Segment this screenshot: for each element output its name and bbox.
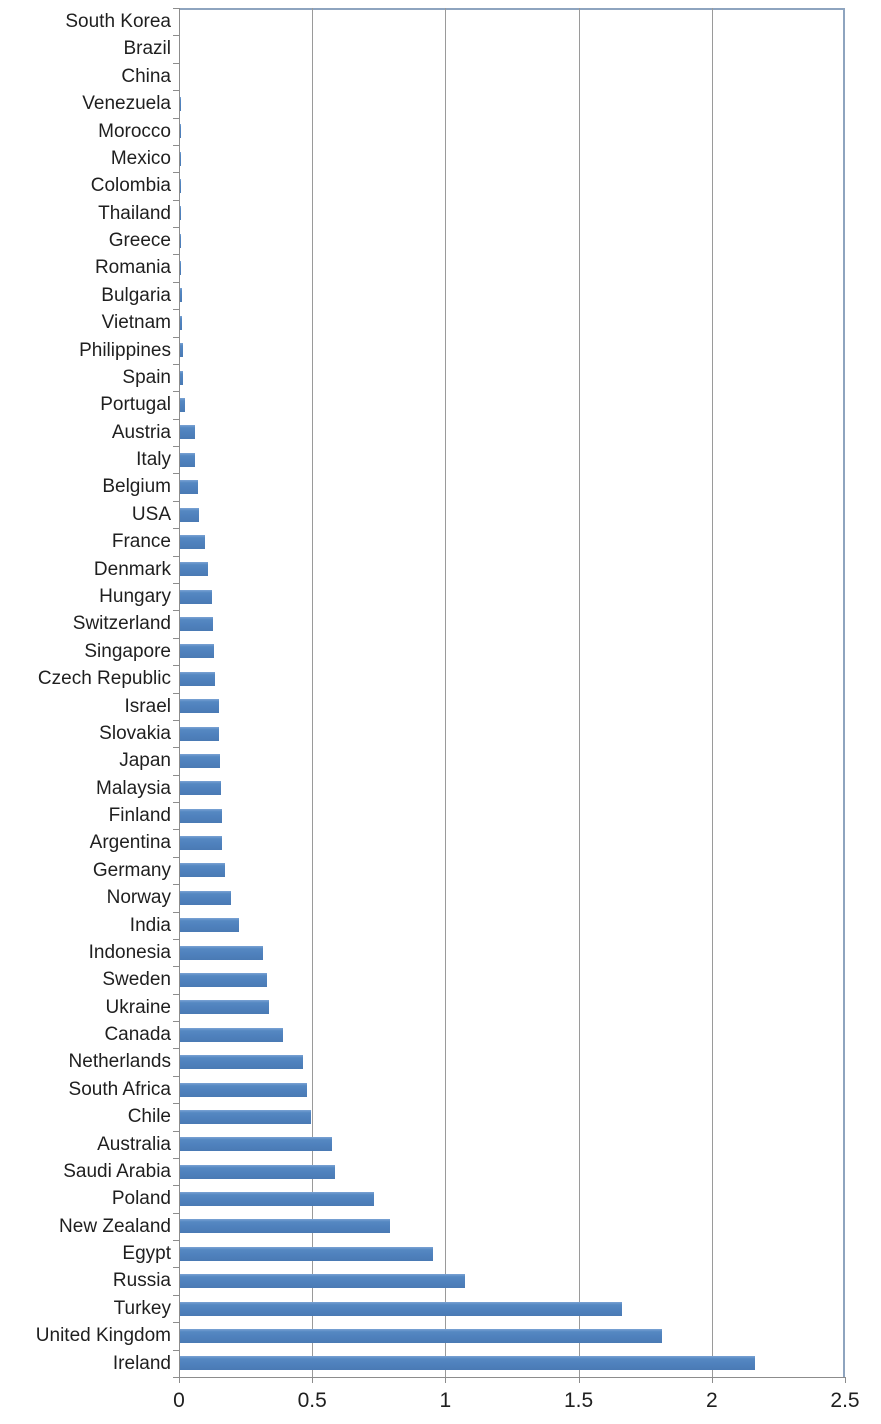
bar <box>180 453 195 467</box>
bar <box>180 1000 269 1014</box>
x-tick-label: 1.5 <box>563 1389 594 1412</box>
y-axis-tick <box>173 829 179 830</box>
bar <box>180 316 182 330</box>
category-label: Czech Republic <box>37 668 171 690</box>
bar <box>180 727 219 741</box>
bar <box>180 1302 622 1316</box>
gridline <box>712 8 713 1377</box>
y-axis-tick <box>173 1240 179 1241</box>
x-axis-tick <box>845 1377 846 1383</box>
y-axis-tick <box>173 391 179 392</box>
category-label: Norway <box>106 887 171 909</box>
y-axis-tick <box>173 501 179 502</box>
x-axis-tick <box>179 1377 180 1383</box>
category-label: Belgium <box>102 476 171 498</box>
category-label: Sweden <box>102 969 171 991</box>
x-axis-tick <box>445 1377 446 1383</box>
y-axis-tick <box>173 966 179 967</box>
y-axis-tick <box>173 1213 179 1214</box>
category-label: Switzerland <box>72 613 171 635</box>
bar <box>180 973 267 987</box>
y-axis-tick <box>173 1158 179 1159</box>
y-axis-tick <box>173 747 179 748</box>
bar <box>180 371 183 385</box>
bar <box>180 836 222 850</box>
category-label: Chile <box>127 1106 171 1128</box>
category-label: Australia <box>97 1133 171 1155</box>
bar <box>180 288 182 302</box>
category-label: Saudi Arabia <box>63 1160 171 1182</box>
bar <box>180 1137 332 1151</box>
y-axis-tick <box>173 1185 179 1186</box>
bar <box>180 1192 374 1206</box>
category-label: Japan <box>119 750 171 772</box>
category-label: Philippines <box>79 339 171 361</box>
bar <box>180 809 222 823</box>
bar <box>180 617 213 631</box>
x-tick-label: 2 <box>705 1389 718 1412</box>
category-label: Israel <box>124 695 171 717</box>
category-label: Canada <box>104 1024 171 1046</box>
category-label: Bulgaria <box>101 284 171 306</box>
category-label: Austria <box>111 421 171 443</box>
category-label: Finland <box>108 805 171 827</box>
category-label: Turkey <box>113 1297 171 1319</box>
bar <box>180 644 214 658</box>
category-label: Venezuela <box>82 93 171 115</box>
bar <box>180 1247 433 1261</box>
x-axis-tick <box>712 1377 713 1383</box>
y-axis-tick <box>173 912 179 913</box>
bar <box>180 863 225 877</box>
category-label: Vietnam <box>101 312 171 334</box>
gridline <box>445 8 446 1377</box>
y-axis-tick <box>173 556 179 557</box>
y-axis-tick <box>173 610 179 611</box>
bar <box>180 535 205 549</box>
bar <box>180 781 221 795</box>
category-label: Slovakia <box>99 722 171 744</box>
bar <box>180 480 198 494</box>
y-axis-tick <box>173 419 179 420</box>
y-axis-tick <box>173 309 179 310</box>
bar <box>180 179 181 193</box>
y-axis-tick <box>173 200 179 201</box>
y-axis-tick <box>173 1322 179 1323</box>
bar <box>180 1055 303 1069</box>
y-axis-tick <box>173 994 179 995</box>
category-label: New Zealand <box>59 1215 171 1237</box>
y-axis-tick <box>173 857 179 858</box>
category-label: USA <box>131 503 171 525</box>
x-axis-tick <box>579 1377 580 1383</box>
y-axis-tick <box>173 802 179 803</box>
category-label: China <box>121 65 171 87</box>
bar <box>180 343 183 357</box>
bar <box>180 672 215 686</box>
x-tick-label: 1 <box>439 1389 452 1412</box>
category-label: Spain <box>122 366 171 388</box>
y-axis-tick <box>173 1048 179 1049</box>
y-axis-tick <box>173 1350 179 1351</box>
bar <box>180 946 263 960</box>
bar <box>180 425 195 439</box>
category-label: Argentina <box>89 832 171 854</box>
y-axis-tick <box>173 884 179 885</box>
category-label: Singapore <box>84 640 171 662</box>
category-label: Poland <box>111 1188 171 1210</box>
bar <box>180 1356 755 1370</box>
y-axis-tick <box>173 720 179 721</box>
bar <box>180 398 185 412</box>
x-axis-line <box>173 1377 845 1378</box>
category-label: South Africa <box>68 1078 171 1100</box>
category-label: United Kingdom <box>35 1325 171 1347</box>
bar <box>180 1083 307 1097</box>
bar <box>180 234 181 248</box>
y-axis-tick <box>173 145 179 146</box>
y-axis-tick <box>173 1267 179 1268</box>
x-tick-label: 2.5 <box>830 1389 860 1412</box>
bar <box>180 97 181 111</box>
bar <box>180 562 208 576</box>
category-label: Mexico <box>110 147 171 169</box>
bar <box>180 590 212 604</box>
y-axis-tick <box>173 665 179 666</box>
bar <box>180 261 181 275</box>
category-label: India <box>129 914 171 936</box>
category-label: Egypt <box>122 1243 171 1265</box>
y-axis-tick <box>173 35 179 36</box>
y-axis-tick <box>173 473 179 474</box>
bar <box>180 1329 662 1343</box>
bar <box>180 699 219 713</box>
category-label: Thailand <box>98 202 171 224</box>
y-axis-tick <box>173 337 179 338</box>
x-tick-label: 0.5 <box>297 1389 327 1412</box>
y-axis-tick <box>173 1131 179 1132</box>
category-label: South Korea <box>65 11 171 32</box>
y-axis-tick <box>173 1295 179 1296</box>
category-label: Ireland <box>112 1352 171 1374</box>
y-axis-tick <box>173 118 179 119</box>
y-axis-tick <box>173 227 179 228</box>
bar <box>180 124 181 138</box>
category-label: Morocco <box>98 120 171 142</box>
category-label: Portugal <box>100 394 171 416</box>
y-axis-tick <box>173 172 179 173</box>
bar <box>180 1165 335 1179</box>
bar <box>180 918 239 932</box>
category-label: Indonesia <box>88 941 171 963</box>
bar <box>180 508 199 522</box>
category-label: Malaysia <box>96 777 171 799</box>
y-axis-tick <box>173 446 179 447</box>
category-label: Ukraine <box>105 996 171 1018</box>
y-axis-tick <box>173 364 179 365</box>
y-axis-tick <box>173 8 179 9</box>
bar <box>180 1219 390 1233</box>
y-axis-tick <box>173 638 179 639</box>
y-axis-tick <box>173 63 179 64</box>
gridline <box>579 8 580 1377</box>
bar <box>180 1274 465 1288</box>
bar <box>180 1110 311 1124</box>
y-axis-tick <box>173 282 179 283</box>
category-label: Hungary <box>99 585 171 607</box>
y-axis-tick <box>173 693 179 694</box>
bar <box>180 891 231 905</box>
bar <box>180 754 220 768</box>
category-label: Brazil <box>123 38 171 60</box>
category-label: Germany <box>92 859 171 881</box>
y-axis-tick <box>173 90 179 91</box>
y-axis-tick <box>173 583 179 584</box>
x-axis-tick <box>312 1377 313 1383</box>
bar <box>180 1028 283 1042</box>
y-axis-tick <box>173 939 179 940</box>
category-label: France <box>111 531 171 553</box>
category-label: Denmark <box>93 558 171 580</box>
category-label: Russia <box>112 1270 171 1292</box>
y-axis-tick <box>173 1076 179 1077</box>
y-axis-tick <box>173 528 179 529</box>
x-tick-label: 0 <box>173 1389 185 1412</box>
category-label: Colombia <box>90 175 171 197</box>
y-axis-tick <box>173 775 179 776</box>
category-label: Netherlands <box>68 1051 171 1073</box>
y-axis-tick <box>173 254 179 255</box>
category-label: Romania <box>94 257 171 279</box>
y-axis-tick <box>173 1103 179 1104</box>
category-label: Greece <box>108 230 171 252</box>
bar <box>180 152 181 166</box>
category-label: Italy <box>136 449 171 471</box>
y-axis-tick <box>173 1021 179 1022</box>
bar <box>180 206 181 220</box>
